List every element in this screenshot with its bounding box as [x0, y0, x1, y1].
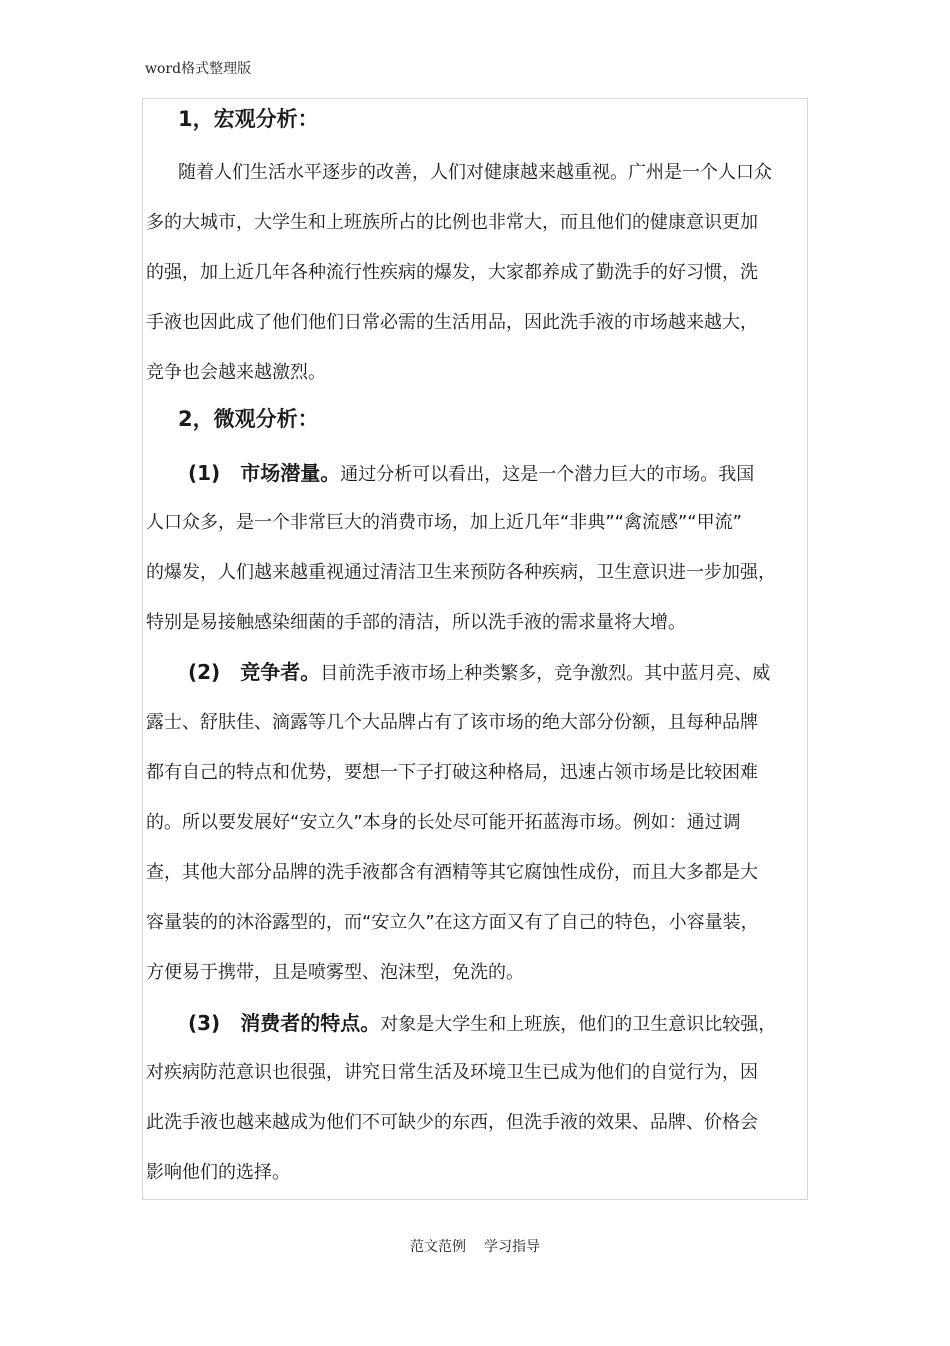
subsection-number: (1)	[188, 461, 221, 485]
paragraph-line: 竞争也会越来越激烈。	[146, 362, 326, 383]
page-footer	[0, 1236, 950, 1256]
subsection-number: (2)	[188, 660, 221, 684]
paragraph-line: 此洗手液也越来越成为他们不可缺少的东西，但洗手液的效果、品牌、价格会	[146, 1112, 758, 1133]
subsection-number: (3)	[188, 1011, 221, 1035]
section-heading-micro: 2，微观分析：	[178, 407, 319, 431]
paragraph-line: 对疾病防范意识也很强，讲究日常生活及环境卫生已成为他们的自觉行为，因	[146, 1062, 758, 1083]
subsection-title: 消费者的特点。	[240, 1011, 381, 1035]
footer-left-text: 范文范例	[410, 1239, 466, 1255]
paragraph-line: 都有自己的特点和优势，要想一下子打破这种格局，迅速占领市场是比较困难	[146, 762, 758, 783]
subsection-lead-text: 对象是大学生和上班族，他们的卫生意识比较强，	[380, 1014, 777, 1035]
content-box	[142, 98, 808, 1200]
subsection-title: 市场潜量。	[240, 461, 341, 485]
section-heading-macro: 1，宏观分析：	[178, 107, 319, 131]
subsection-market-potential	[188, 457, 754, 486]
paragraph-line: 特别是易接触感染细菌的手部的清洁，所以洗手液的需求量将大增。	[146, 612, 686, 633]
subsection-lead-text: 目前洗手液市场上种类繁多，竞争激烈。其中蓝月亮、威	[320, 663, 771, 684]
subsection-consumer-traits	[188, 1007, 776, 1036]
paragraph-line: 的爆发，人们越来越重视通过清洁卫生来预防各种疾病，卫生意识进一步加强，	[146, 562, 776, 583]
footer-right-text: 学习指导	[484, 1239, 540, 1255]
subsection-title: 竞争者。	[240, 660, 321, 684]
paragraph-line: 的强，加上近几年各种流行性疾病的爆发，大家都养成了勤洗手的好习惯，洗	[146, 262, 758, 283]
subsection-competitors	[188, 656, 770, 685]
paragraph-line: 露士、舒肤佳、滴露等几个大品牌占有了该市场的绝大部分份额，且每种品牌	[146, 712, 758, 733]
paragraph-line: 影响他们的选择。	[146, 1162, 290, 1183]
paragraph-line: 手液也因此成了他们他们日常必需的生活用品，因此洗手液的市场越来越大，	[146, 312, 758, 333]
paragraph-line: 人口众多，是一个非常巨大的消费市场，加上近几年“非典”“禽流感”“甲流”	[146, 512, 742, 533]
paragraph-line: 查，其他大部分品牌的洗手液都含有酒精等其它腐蚀性成份，而且大多都是大	[146, 862, 758, 883]
subsection-lead-text: 通过分析可以看出，这是一个潜力巨大的市场。我国	[340, 464, 755, 485]
paragraph-line: 方便易于携带，且是喷雾型、泡沫型，免洗的。	[146, 962, 524, 983]
paragraph-line: 随着人们生活水平逐步的改善，人们对健康越来越重视。广州是一个人口众	[178, 162, 772, 183]
page-header: word格式整理版	[145, 61, 252, 77]
paragraph-line: 容量装的的沐浴露型的，而“安立久”在这方面又有了自己的特色，小容量装，	[146, 912, 759, 933]
paragraph-line: 多的大城市，大学生和上班族所占的比例也非常大，而且他们的健康意识更加	[146, 212, 758, 233]
paragraph-line: 的。所以要发展好“安立久”本身的长处尽可能开拓蓝海市场。例如：通过调	[146, 812, 741, 833]
